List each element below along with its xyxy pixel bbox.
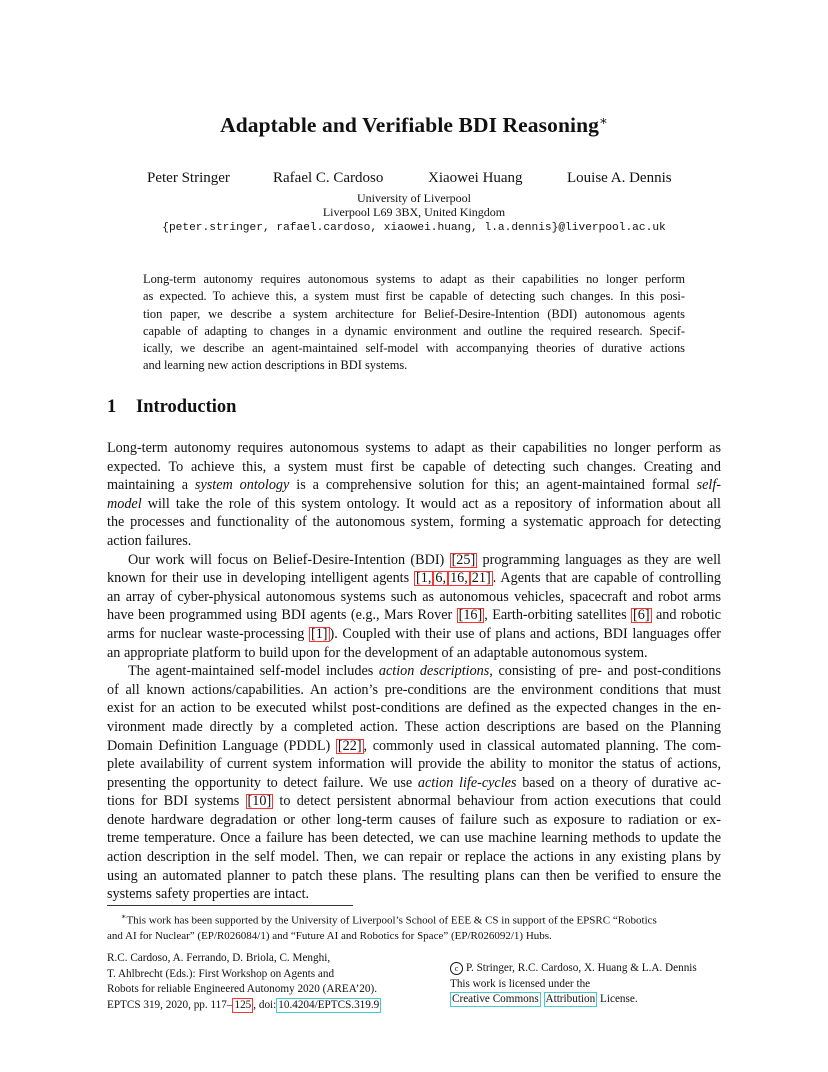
body-line: maintaining a system ontology is a comprehensive solution for this; an agent-maintained formal self- xyxy=(107,477,721,494)
body-line: arms for nuclear waste-processing [1] ). Coupled with their use of plans and actions, BDI languages offer xyxy=(107,625,722,642)
abstract-line: capable of adapting to changes in a dynamic environment and outline the required research. Specif- xyxy=(143,323,685,338)
citation-link[interactable]: 16, xyxy=(450,570,468,587)
citation-link[interactable]: [25] xyxy=(451,551,476,568)
body-line: an array of cyber-physical autonomous systems such as autonomous vehicles, spacecraft and robot arms xyxy=(107,588,721,605)
affiliation-address: Liverpool L69 3BX, United Kingdom xyxy=(322,205,506,219)
abstract-line: and learning new action descriptions in BDI systems. xyxy=(143,358,408,373)
venue-line: R.C. Cardoso, A. Ferrando, D. Briola, C. Menghi, xyxy=(107,952,331,964)
copyright-icon: c xyxy=(450,962,463,975)
body-line: model will take the role of this system ontology. It would act as a repository of information about all xyxy=(107,495,721,512)
license-info xyxy=(450,961,750,1008)
author-1: Peter Stringer xyxy=(147,170,230,186)
citation-link[interactable]: 6, xyxy=(435,570,447,587)
footnote xyxy=(107,909,721,944)
venue-line: T. Ahlbrecht (Eds.): First Workshop on Agents and xyxy=(107,967,335,980)
body-line: an appropriate platform to build upon for the development of an adaptable autonomous system. xyxy=(107,644,648,661)
footnote-line: ∗This work has been supported by the University of Liverpool’s School of EEE & CS in support of the EPSRC “Robotics xyxy=(121,912,657,927)
license-line: This work is licensed under the xyxy=(450,977,591,990)
body-line: vironment made directly by a completed action. These action descriptions are based on the Planning xyxy=(107,718,721,735)
body-line: presenting the opportunity to detect failure. We use action life-cycles based on a theory of durative ac- xyxy=(107,774,721,791)
citation-link[interactable]: [1] xyxy=(310,625,328,642)
body-line: treme temperature. Once a failure has been detected, we can use machine learning methods to update the xyxy=(107,830,721,847)
venue-info xyxy=(107,951,407,1013)
title-footnote-mark: ∗ xyxy=(599,113,608,128)
body-line: Long-term autonomy requires autonomous systems to adapt as their capabilities no longer perform as xyxy=(107,440,721,456)
section-heading xyxy=(107,397,236,418)
citation-link[interactable]: [6] xyxy=(633,607,650,624)
affiliation-university: University of Liverpool xyxy=(357,191,471,205)
venue-line: Robots for reliable Engineered Autonomy 2020 (AREA’20). xyxy=(107,983,378,995)
last-page-link[interactable]: 125 xyxy=(234,998,252,1011)
citation-link[interactable]: [1, xyxy=(416,570,432,587)
license-line: Creative Commons Attribution License. xyxy=(452,993,638,1005)
section-number: 1 xyxy=(107,397,117,417)
doi-link[interactable]: 10.4204/EPTCS.319.9 xyxy=(278,998,380,1011)
body-line: of all known actions/capabilities. An action’s pre-conditions are the environment conditions that must xyxy=(107,681,721,698)
introduction-body xyxy=(107,439,721,904)
citation-link[interactable]: [22] xyxy=(337,737,362,754)
body-line: The agent-maintained self-model includes action descriptions, consisting of pre- and post-conditions xyxy=(128,663,721,680)
attribution-link[interactable]: Attribution xyxy=(545,993,596,1005)
body-line: tions for BDI systems [10] to detect persistent abnormal behaviour from action executions that could xyxy=(107,793,722,810)
title-text: Adaptable and Verifiable BDI Reasoning xyxy=(220,113,599,137)
body-line: Domain Definition Language (PDDL) [22] , commonly used in classical automated planning. The com- xyxy=(107,737,722,754)
abstract-line: Long-term autonomy requires autonomous systems to adapt as their capabilities no longer perform xyxy=(143,272,685,286)
author-4: Louise A. Dennis xyxy=(567,170,672,186)
body-line: action failures. xyxy=(107,532,192,549)
author-2: Rafael C. Cardoso xyxy=(273,170,384,186)
license-line: c P. Stringer, R.C. Cardoso, X. Huang & L.A. Dennis xyxy=(450,961,750,977)
section-title: Introduction xyxy=(136,397,237,417)
body-line: expected. To achieve this, a system must first be capable of detecting such changes. Creating and xyxy=(107,458,721,475)
body-line: have been programmed using BDI agents (e.g., Mars Rover [16] , Earth-orbiting satellites [6] and robotic xyxy=(107,607,722,624)
citation-link[interactable]: 21] xyxy=(471,570,491,587)
author-3: Xiaowei Huang xyxy=(428,170,523,186)
author-emails: {peter.stringer, rafael.cardoso, xiaowei.huang, l.a.dennis}@liverpool.ac.uk xyxy=(162,222,666,234)
body-line: using an automated planner to patch these plans. The resulting plans can then be verified to ensure the xyxy=(107,867,721,884)
body-line: exist for an action to be executed whilst post-conditions are defined as the expected changes in the en- xyxy=(107,700,721,717)
abstract-line: ically, we describe an agent-maintained self-model with accompanying theories of durative actions xyxy=(143,341,685,356)
venue-line: EPTCS 319, 2020, pp. 117– 125 , doi: 10.4204/EPTCS.319.9 xyxy=(107,998,380,1011)
body-line: plete availability of current system information will provide the ability to monitor the status of actions, xyxy=(107,756,721,773)
abstract-line: as expected. To achieve this, a system must first be capable of detecting such changes. In this posi- xyxy=(143,289,685,304)
body-line: Our work will focus on Belief-Desire-Intention (BDI) [25] programming languages as they are well xyxy=(128,551,721,568)
body-line: the processes and functionality of the autonomous system, forming a systematic approach for detecting xyxy=(107,514,721,531)
citation-link[interactable]: [16] xyxy=(458,607,483,624)
body-line: systems safety properties are intact. xyxy=(107,886,310,903)
abstract xyxy=(143,271,685,375)
body-line: denote hardware degradation or other long-term causes of failure such as exposure to radiation or ex- xyxy=(107,811,721,828)
body-line: action description in the self model. Then, we can repair or replace the actions in any existing plans by xyxy=(107,849,721,866)
creative-commons-link[interactable]: Creative Commons xyxy=(452,993,539,1005)
body-line: known for their use in developing intelligent agents [1, 6, 16, 21] . Agents that are capable of controlling xyxy=(107,570,721,587)
footnote-line: and AI for Nuclear” (EP/R026084/1) and “Future AI and Robotics for Space” (EP/R026092/1) Hubs. xyxy=(107,929,552,942)
paper-title xyxy=(0,113,828,138)
footnote-rule xyxy=(107,905,353,906)
abstract-line: tion paper, we describe a system architecture for Belief-Desire-Intention (BDI) autonomous agents xyxy=(143,306,685,321)
citation-link[interactable]: [10] xyxy=(247,793,272,810)
